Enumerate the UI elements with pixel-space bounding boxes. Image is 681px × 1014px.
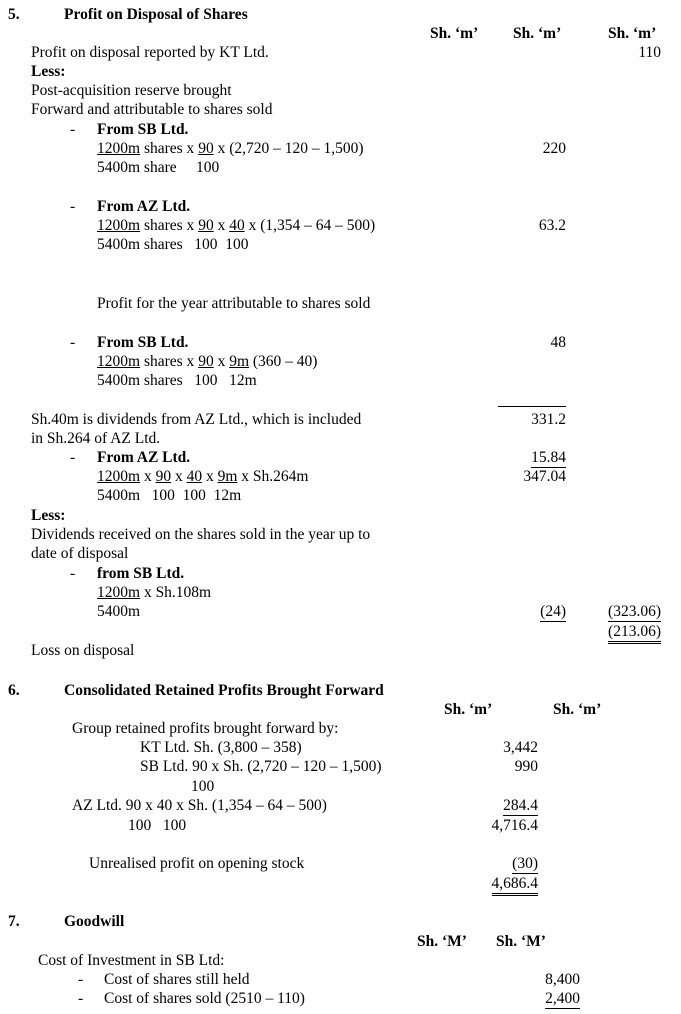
s7-col-header-1: Sh. ‘M’	[417, 933, 467, 950]
post-acq-line-1: Post-acquisition reserve brought	[31, 82, 232, 99]
col-header-2: Sh. ‘m’	[513, 25, 562, 42]
az-value: 284.4	[503, 797, 538, 814]
az-fraction-numerator: 1200m shares x 90 x 40 x (1,354 – 64 – 500)	[97, 217, 376, 234]
loss-on-disposal-label: Loss on disposal	[31, 642, 135, 659]
sb-denominator: 100	[191, 778, 215, 795]
az2-fraction-numerator: 1200m x 90 x 40 x 9m x Sh.264m	[97, 468, 309, 485]
from-sb-heading-3: from SB Ltd.	[97, 565, 185, 582]
group-bf-label: Group retained profits brought forward by:	[72, 720, 339, 737]
dash-bullet: -	[70, 334, 76, 351]
s6-subtotal-value: 4,716.4	[491, 817, 538, 834]
az-denominator: 100 100	[128, 817, 187, 834]
s6-col-header-1: Sh. ‘m’	[444, 701, 493, 718]
profit-for-year-label: Profit for the year attributable to shares sold	[97, 295, 371, 312]
section-6-number: 6.	[8, 682, 20, 699]
section-5-title: Profit on Disposal of Shares	[64, 6, 248, 23]
unrealised-label: Unrealised profit on opening stock	[89, 855, 305, 872]
profit-reported-label: Profit on disposal reported by KT Ltd.	[31, 44, 269, 61]
az2-fraction-denominator: 5400m 100 100 12m	[97, 487, 242, 504]
dividend-note-line-1: Sh.40m is dividends from AZ Ltd., which is included	[31, 411, 362, 428]
from-sb-heading: From SB Ltd.	[97, 121, 189, 138]
s7-col-header-2: Sh. ‘M’	[496, 933, 546, 950]
sb2-fraction-numerator: 1200m shares x 90 x 9m (360 – 40)	[97, 353, 318, 370]
dash-bullet: -	[70, 198, 76, 215]
section-5-number: 5.	[8, 6, 20, 23]
az-reserve-value: 63.2	[538, 217, 566, 234]
az2-dividend-value: 15.84	[531, 449, 566, 466]
az-fraction-denominator: 5400m shares 100 100	[97, 236, 249, 253]
kt-value: 3,442	[503, 739, 538, 756]
post-acq-line-2: Forward and attributable to shares sold	[31, 101, 273, 118]
subtotal-rule	[498, 406, 566, 407]
sb3-fraction-numerator: 1200m x Sh.108m	[97, 584, 212, 601]
dividends-received-line-2: date of disposal	[31, 545, 129, 562]
section-7-title: Goodwill	[64, 913, 125, 930]
dash-bullet: -	[70, 449, 76, 466]
sb-reserve-value: 220	[542, 140, 566, 157]
sb-line: SB Ltd. 90 x Sh. (2,720 – 120 – 1,500)	[140, 758, 382, 775]
az-line: AZ Ltd. 90 x 40 x Sh. (1,354 – 64 – 500)	[72, 797, 327, 814]
subtotal-value: 331.2	[531, 411, 566, 428]
sb-fraction-numerator: 1200m shares x 90 x (2,720 – 120 – 1,500)	[97, 140, 364, 157]
s6-total-value: 4,686.4	[492, 874, 539, 896]
deduction-value: (323.06)	[608, 603, 661, 620]
cost-of-investment-label: Cost of Investment in SB Ltd:	[38, 952, 225, 969]
from-az-heading-2: From AZ Ltd.	[97, 449, 191, 466]
dividends-received-line-1: Dividends received on the shares sold in the year up to	[31, 526, 371, 543]
section-6-title: Consolidated Retained Profits Brought Forward	[64, 682, 384, 699]
kt-line: KT Ltd. Sh. (3,800 – 358)	[140, 739, 302, 756]
sb2-fraction-denominator: 5400m shares 100 12m	[97, 372, 257, 389]
sb3-fraction-denominator: 5400m	[97, 603, 141, 620]
shares-sold-label: Cost of shares sold (2510 – 110)	[104, 990, 305, 1007]
sb2-profit-value: 48	[550, 334, 566, 351]
dividend-note-line-2: in Sh.264 of AZ Ltd.	[31, 430, 161, 447]
shares-sold-value: 2,400	[545, 990, 580, 1007]
profit-reported-value: 110	[638, 44, 661, 61]
total-value: 347.04	[523, 468, 566, 485]
col-header-3: Sh. ‘m’	[608, 25, 657, 42]
section-7-number: 7.	[8, 913, 20, 930]
less-heading: Less:	[31, 63, 66, 80]
col-header-1: Sh. ‘m’	[430, 25, 479, 42]
dash-bullet: -	[70, 121, 76, 138]
unrealised-value: (30)	[512, 855, 538, 872]
dash-bullet: -	[78, 971, 84, 988]
still-held-value: 8,400	[545, 971, 580, 988]
from-sb-heading-2: From SB Ltd.	[97, 334, 189, 351]
sb-fraction-denominator: 5400m share 100	[97, 159, 220, 176]
less-heading-2: Less:	[31, 507, 66, 524]
sb-value: 990	[514, 758, 538, 775]
from-az-heading: From AZ Ltd.	[97, 198, 191, 215]
sb3-dividend-value: (24)	[540, 603, 566, 620]
s6-col-header-2: Sh. ‘m’	[553, 701, 602, 718]
dash-bullet: -	[78, 990, 84, 1007]
still-held-label: Cost of shares still held	[104, 971, 250, 988]
loss-value: (213.06)	[608, 622, 661, 644]
dash-bullet: -	[70, 565, 76, 582]
